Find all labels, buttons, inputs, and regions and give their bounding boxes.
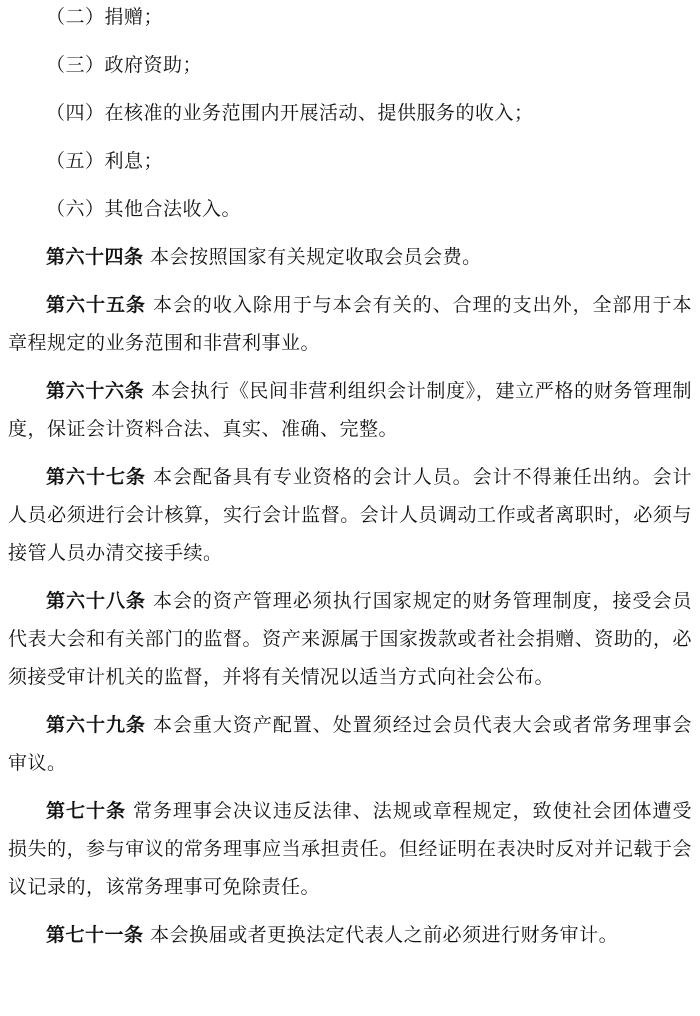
income-item-interest: （五）利息； xyxy=(46,150,164,172)
income-item-donation: （二）捐赠； xyxy=(46,6,164,28)
article-70 xyxy=(8,792,692,906)
article-68 xyxy=(8,582,692,696)
article-69 xyxy=(8,706,692,782)
article-text: 本会换届或者更换法定代表人之前必须进行财务审计。 xyxy=(150,924,619,946)
article-text: 本会配备具有专业资格的会计人员。会计不得兼任出纳。会计人员必须进行会计核算，实行会计监督。会计人员调动工作或者离职时，必须与接管人员办清交接手续。 xyxy=(8,466,692,564)
income-item-other: （六）其他合法收入。 xyxy=(46,198,242,220)
article-text: 本会的收入除用于与本会有关的、合理的支出外，全部用于本章程规定的业务范围和非营利事业。 xyxy=(8,294,692,354)
article-67 xyxy=(8,458,692,572)
article-text: 常务理事会决议违反法律、法规或章程规定，致使社会团体遭受损失的，参与审议的常务理事应当承担责任。但经证明在表决时反对并记载于会议记录的，该常务理事可免除责任。 xyxy=(8,800,692,898)
article-title: 第七十一条 xyxy=(46,924,144,946)
article-text: 本会的资产管理必须执行国家规定的财务管理制度，接受会员代表大会和有关部门的监督。资产来源属于国家拨款或者社会捐赠、资助的，必须接受审计机关的监督，并将有关情况以适当方式向社会公布。 xyxy=(8,590,692,688)
article-71 xyxy=(8,916,692,954)
article-text: 本会重大资产配置、处置须经过会员代表大会或者常务理事会审议。 xyxy=(8,714,692,774)
article-66 xyxy=(8,372,692,448)
income-item-service-revenue: （四）在核准的业务范围内开展活动、提供服务的收入； xyxy=(46,102,534,124)
article-title: 第六十七条 xyxy=(46,466,146,488)
income-item-government-aid: （三）政府资助； xyxy=(46,54,203,76)
article-title: 第六十六条 xyxy=(46,380,145,402)
article-title: 第七十条 xyxy=(46,800,126,822)
article-65 xyxy=(8,286,692,362)
article-title: 第六十四条 xyxy=(46,246,144,268)
article-title: 第六十九条 xyxy=(46,714,146,736)
article-title: 第六十八条 xyxy=(46,590,146,612)
article-text: 本会按照国家有关规定收取会员会费。 xyxy=(150,246,482,268)
article-text: 本会执行《民间非营利组织会计制度》，建立严格的财务管理制度，保证会计资料合法、真实、准确、完整。 xyxy=(8,380,692,440)
article-title: 第六十五条 xyxy=(46,294,146,316)
article-64 xyxy=(8,238,692,276)
